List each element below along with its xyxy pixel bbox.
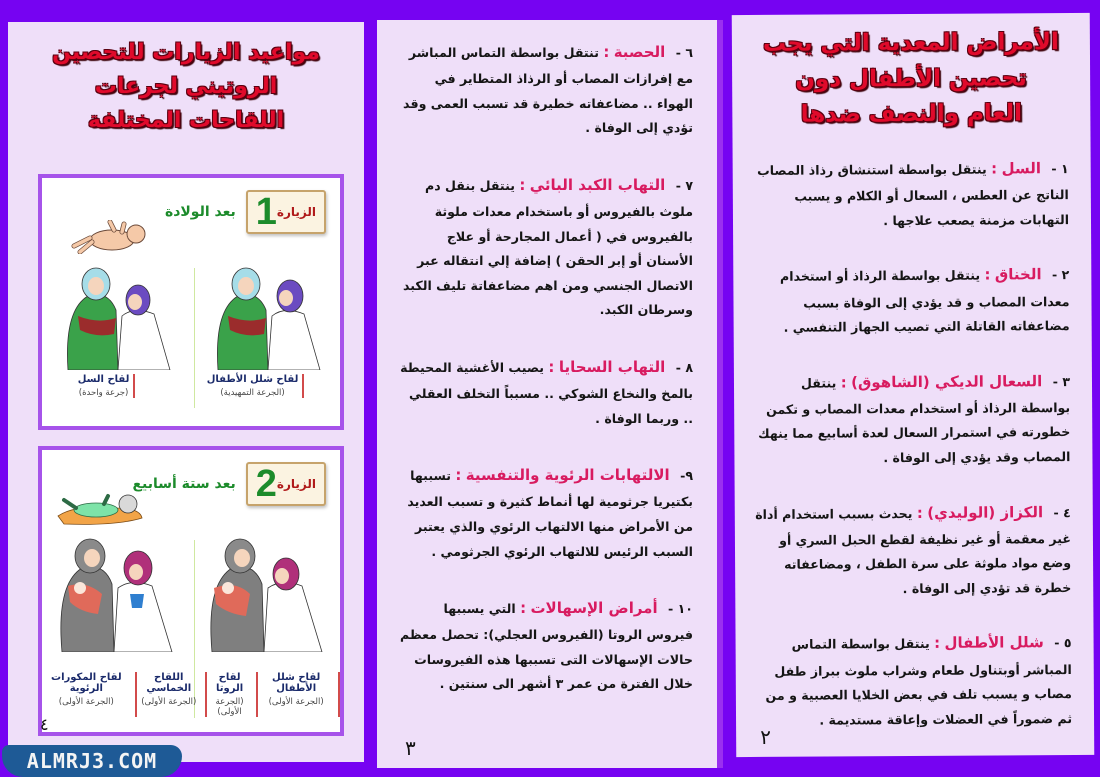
mother-nurse-vaccination-illustration bbox=[208, 260, 328, 370]
item-number: ٢ - bbox=[1051, 267, 1070, 283]
disease-item-hepatitis-b bbox=[397, 171, 693, 323]
visit-badge bbox=[246, 462, 326, 506]
visit-label: الزيارة bbox=[276, 477, 316, 491]
visit-badge bbox=[246, 190, 326, 234]
vaccine-dose: (جرعة واحدة) bbox=[78, 388, 129, 398]
separator: : bbox=[991, 159, 998, 178]
disease-name: السعال الديكي (الشاهوق) bbox=[851, 371, 1043, 391]
disease-description: تنتقل بواسطة التماس المباشر مع إفرازات المصاب أو الرذاذ المتطاير في الهواء .. مضاعفاته خطيرة قد تسبب العمى وقد تؤدي إلى الوفاة . bbox=[403, 45, 693, 136]
separator: : bbox=[840, 373, 847, 392]
disease-name: الكزاز (الوليدي) bbox=[927, 502, 1044, 522]
vaccine-dose: (الجرعة الأولى) bbox=[215, 697, 244, 717]
separator: : bbox=[520, 599, 527, 618]
disease-name: الالتهابات الرئوية والتنفسية bbox=[465, 466, 670, 485]
visit-timing: بعد الولادة bbox=[164, 204, 236, 220]
disease-name: التهاب السحايا bbox=[558, 357, 666, 376]
disease-description: ينتقل بنقل دم ملوث بالفيروس أو باستخدام معدات ملوثة بالفيروس في ( أعمال المجارحة أو علاج الأسنان أو إبر الحقن ) إضافة إلي انتقاله عبر الاتصال الجنسي ومن اهم مضاعفاتة تليف الكبد وسرطان الكبد. bbox=[403, 177, 693, 318]
item-number: ٦ - bbox=[675, 45, 693, 60]
disease-name: الحصبة bbox=[613, 43, 666, 61]
site-watermark: ALMRJ3.COM bbox=[2, 745, 182, 777]
visit-timing: بعد ستة أسابيع bbox=[132, 476, 236, 492]
vaccine-item bbox=[42, 672, 137, 717]
disease-description: يحدث بسبب استخدام أداة غير معقمة أو غير نظيفة لقطع الحبل السري أو وضع مواد ملوثة على سرة الطفل ، ومضاعفاته خطرة قد تؤدي إلى الوفاة . bbox=[755, 505, 1072, 596]
disease-item-polio bbox=[751, 628, 1072, 733]
item-number: ٨ - bbox=[675, 359, 693, 375]
disease-item-diphtheria bbox=[749, 260, 1069, 340]
baby-on-mat-icon bbox=[56, 490, 146, 526]
mother-nurse-vaccination-illustration bbox=[202, 532, 332, 652]
item-number: ٣ - bbox=[1052, 373, 1071, 389]
disease-description: ينتقل بواسطة استنشاق رذاذ المصاب الناتج عن العطس ، السعال أو الكلام و يسبب التهابات مزمنة يصعب علاجها . bbox=[757, 161, 1070, 228]
vaccine-dose: (الجرعة التمهيدية) bbox=[220, 388, 285, 398]
page-2-title bbox=[732, 25, 1091, 134]
disease-item-meningitis bbox=[397, 353, 693, 431]
separator: : bbox=[455, 466, 462, 485]
item-number: ١ - bbox=[1051, 160, 1069, 177]
disease-name: السل bbox=[1001, 159, 1042, 178]
visit-number: 2 bbox=[255, 463, 277, 505]
disease-name: التهاب الكبد البائي bbox=[529, 175, 666, 194]
disease-item-diarrhea bbox=[397, 594, 693, 697]
disease-name: الخناق bbox=[994, 265, 1042, 284]
vaccine-name: لقاح شلل الأطفال bbox=[272, 672, 321, 694]
mother-nurse-vaccination-illustration bbox=[58, 260, 178, 370]
disease-list bbox=[377, 38, 717, 697]
disease-description: يصيب الأغشية المحيطة بالمخ والنخاع الشوكي .. مسبباً التخلف العقلي .. وربما الوفاة . bbox=[400, 359, 693, 426]
vaccine-name: لقاح شلل الأطفال bbox=[206, 374, 299, 385]
vaccine-name: لقاح الروتا bbox=[216, 672, 244, 694]
disease-item-tuberculosis bbox=[749, 154, 1069, 234]
item-number: ١٠ - bbox=[668, 601, 693, 617]
vaccine-name: لقاح المكورات الرئوية bbox=[51, 672, 122, 694]
visit-1-card bbox=[38, 174, 344, 430]
page-number: ٤ bbox=[40, 715, 49, 734]
page-number: ٢ bbox=[760, 724, 771, 749]
title-line: مواعيد الزيارات للتحصين bbox=[52, 40, 320, 65]
page-2-panel bbox=[732, 13, 1095, 757]
separator: : bbox=[916, 503, 923, 522]
title-line: الأمراض المعدية التي يجب bbox=[762, 29, 1059, 57]
page-3-panel bbox=[377, 20, 723, 768]
separator: : bbox=[984, 265, 991, 284]
vaccine-item bbox=[78, 374, 136, 398]
disease-description: تسببها بكتيريا جرثومية لها أنماط كثيرة و تسبب العديد من الأمراض منها الالتهاب الرئوي والذي يعتبر السبب الرئيس للالتهاب الرئوي الجرثومي . bbox=[407, 468, 693, 559]
disease-item-pertussis bbox=[750, 367, 1071, 472]
vaccine-item bbox=[207, 672, 259, 717]
vaccine-item bbox=[258, 672, 340, 717]
separator: : bbox=[519, 175, 526, 194]
newborn-baby-icon bbox=[70, 220, 150, 254]
disease-description: التي يسببها فيروس الروتا (الفيروس العجلي): تحصل معظم حالات الإسهالات التى تسببها هذه الفيروسات خلال الفترة من عمر ٣ أشهر الى سنتين . bbox=[400, 601, 693, 692]
title-line: الروتيني لجرعات bbox=[94, 74, 278, 100]
page-4-title bbox=[8, 36, 364, 138]
vaccine-dose: (الجرعة الأولى) bbox=[141, 697, 197, 707]
visit-2-card bbox=[38, 446, 344, 736]
item-number: ٩- bbox=[680, 468, 693, 484]
item-number: ٧ - bbox=[675, 177, 693, 193]
visit-label: الزيارة bbox=[276, 205, 316, 219]
page-4-panel bbox=[8, 22, 364, 762]
title-line: تحصين الأطفال دون bbox=[795, 64, 1027, 93]
item-number: ٤ - bbox=[1053, 504, 1071, 520]
vaccine-list bbox=[42, 672, 340, 717]
mother-nurse-vaccination-illustration bbox=[52, 532, 182, 652]
vaccine-name: اللقاح الخماسي bbox=[146, 672, 192, 694]
vaccine-item bbox=[137, 672, 207, 717]
disease-item-tetanus bbox=[751, 498, 1072, 603]
vaccine-item bbox=[207, 374, 305, 398]
vaccine-dose: (الجرعة الأولى) bbox=[58, 697, 114, 707]
separator: : bbox=[603, 43, 610, 61]
vaccine-list bbox=[42, 374, 340, 398]
title-line: اللقاحات المختلفة bbox=[87, 108, 285, 134]
item-number: ٥ - bbox=[1054, 635, 1072, 651]
title-line: العام والنصف ضدها bbox=[800, 100, 1023, 128]
disease-list bbox=[733, 154, 1095, 734]
disease-description: ينتقل بواسطة الرذاذ أو استخدام معدات المصاب و تكمن خطورته في استمرار السعال لعدة أسابيع مما ينهك المصاب وقد يؤدي إلى الوفاة . bbox=[758, 375, 1071, 466]
separator: : bbox=[934, 634, 941, 653]
disease-item-pneumonia bbox=[397, 461, 693, 564]
disease-name: شلل الأطفال bbox=[944, 633, 1044, 653]
vaccine-dose: (الجرعة الأولى) bbox=[268, 697, 324, 707]
disease-name: أمراض الإسهالات bbox=[530, 599, 658, 618]
page-number: ٣ bbox=[405, 736, 416, 760]
vaccine-name: لقاح السل bbox=[77, 374, 130, 385]
disease-item-measles bbox=[397, 38, 693, 141]
disease-description: ينتقل بواسطة التماس المباشر أوبتناول طعام وشراب ملوث ببراز طفل مصاب و يسبب تلف في بعض الخلايا العصبية و من ثم ضموراً في العضلات وإعاقة مستديمة . bbox=[765, 636, 1073, 728]
visit-number: 1 bbox=[255, 191, 277, 233]
disease-description: ينتقل بواسطة الرذاذ أو استخدام معدات المصاب و قد يؤدي إلى الوفاة بسبب مضاعفاته القاتلة التي تصيب الجهاز التنفسي . bbox=[779, 267, 1070, 335]
separator: : bbox=[548, 357, 555, 376]
